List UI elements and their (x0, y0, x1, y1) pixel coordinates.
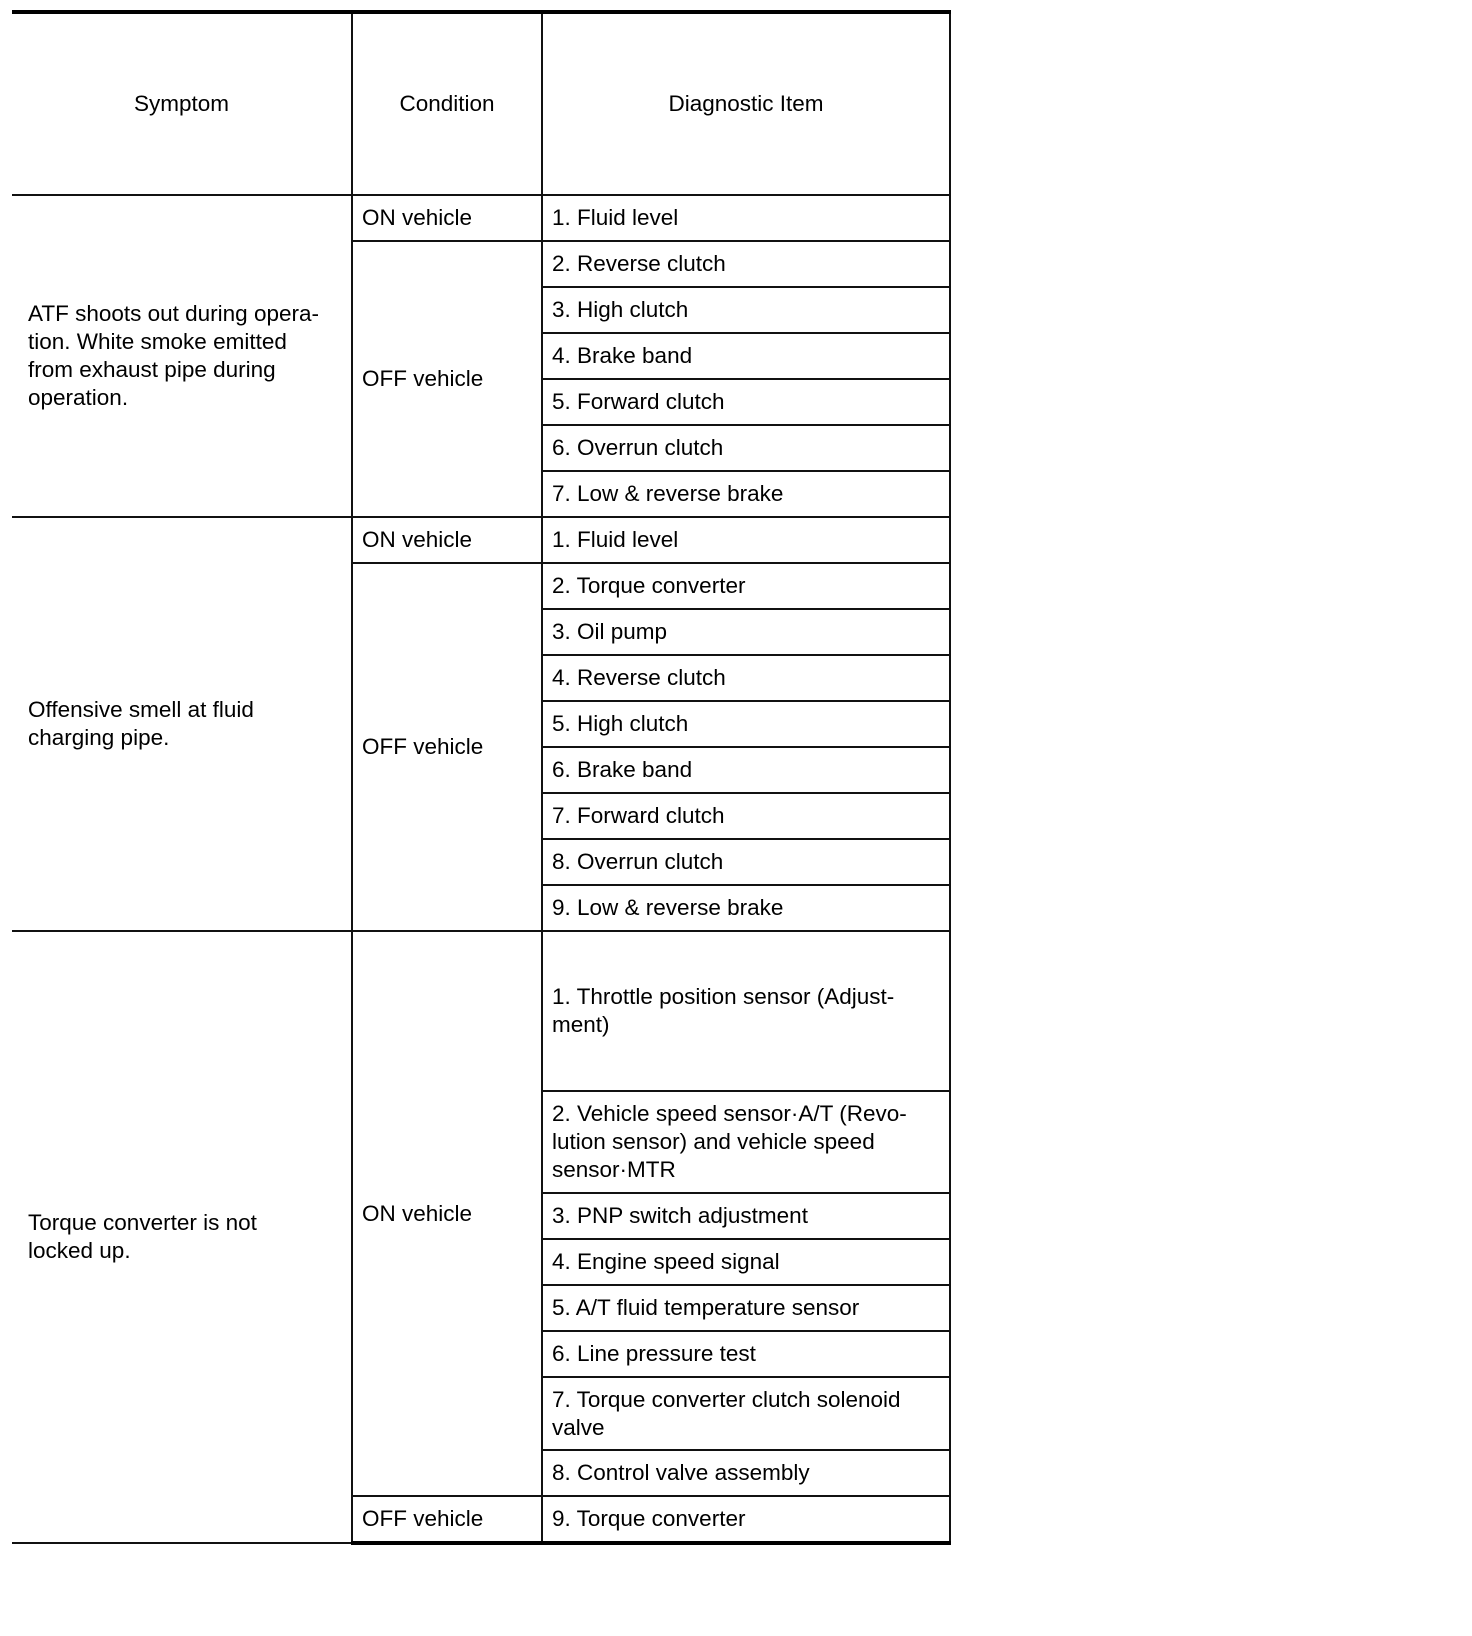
diagnostic-item-cell: 1. Fluid level (542, 195, 950, 241)
table-row (12, 931, 950, 1091)
diagnostic-table (12, 10, 951, 1545)
diagnostic-item-cell: 4. Engine speed signal (542, 1239, 950, 1285)
diagnostic-item-cell: 5. Forward clutch (542, 379, 950, 425)
symptom-cell: Torque converter is not locked up. (12, 931, 352, 1543)
diagnostic-item-cell: 2. Torque converter (542, 563, 950, 609)
table-body (12, 517, 950, 931)
diagnostic-item-cell: 3. Oil pump (542, 609, 950, 655)
diagnostic-item-cell: 1. Fluid level (542, 517, 950, 563)
diagnostic-item-cell: 2. Vehicle speed sensor·A/T (Revo- lution sensor) and vehicle speed sensor·MTR (542, 1091, 950, 1193)
condition-cell: ON vehicle (352, 931, 542, 1496)
table-row (12, 517, 950, 563)
diagnostic-item-cell: 5. A/T fluid temperature sensor (542, 1285, 950, 1331)
diagnostic-item-cell: 8. Control valve assembly (542, 1450, 950, 1496)
diagnostic-item-cell: 7. Torque converter clutch solenoid valve (542, 1377, 950, 1450)
symptom-cell: ATF shoots out during opera- tion. White smoke emitted from exhaust pipe during operation. (12, 195, 352, 517)
header-row (12, 12, 950, 195)
diagnostic-item-cell: 3. PNP switch adjustment (542, 1193, 950, 1239)
diagnostic-item-cell: 8. Overrun clutch (542, 839, 950, 885)
condition-cell: OFF vehicle (352, 563, 542, 931)
diagnostic-item-cell: 7. Forward clutch (542, 793, 950, 839)
diagnostic-item-cell: 1. Throttle position sensor (Adjust- ment) (542, 931, 950, 1091)
table-body (12, 931, 950, 1543)
diagnostic-item-cell: 4. Reverse clutch (542, 655, 950, 701)
diagnostic-item-cell: 3. High clutch (542, 287, 950, 333)
condition-cell: ON vehicle (352, 195, 542, 241)
table-body (12, 195, 950, 517)
diagnostic-item-cell: 4. Brake band (542, 333, 950, 379)
symptom-cell: Offensive smell at fluid charging pipe. (12, 517, 352, 931)
table-row (12, 195, 950, 241)
diagnostic-item-cell: 5. High clutch (542, 701, 950, 747)
diagnostic-item-cell: 6. Line pressure test (542, 1331, 950, 1377)
header-symptom: Symptom (12, 12, 352, 195)
diagnostic-item-cell: 2. Reverse clutch (542, 241, 950, 287)
condition-cell: ON vehicle (352, 517, 542, 563)
diagnostic-item-cell: 7. Low & reverse brake (542, 471, 950, 517)
diagnostic-item-cell: 9. Low & reverse brake (542, 885, 950, 931)
header-diagnostic-item: Diagnostic Item (542, 12, 950, 195)
condition-cell: OFF vehicle (352, 1496, 542, 1543)
table-header (12, 12, 950, 195)
diagnostic-item-cell: 6. Brake band (542, 747, 950, 793)
diagnostic-item-cell: 9. Torque converter (542, 1496, 950, 1543)
diagnostic-item-cell: 6. Overrun clutch (542, 425, 950, 471)
header-condition: Condition (352, 12, 542, 195)
condition-cell: OFF vehicle (352, 241, 542, 517)
